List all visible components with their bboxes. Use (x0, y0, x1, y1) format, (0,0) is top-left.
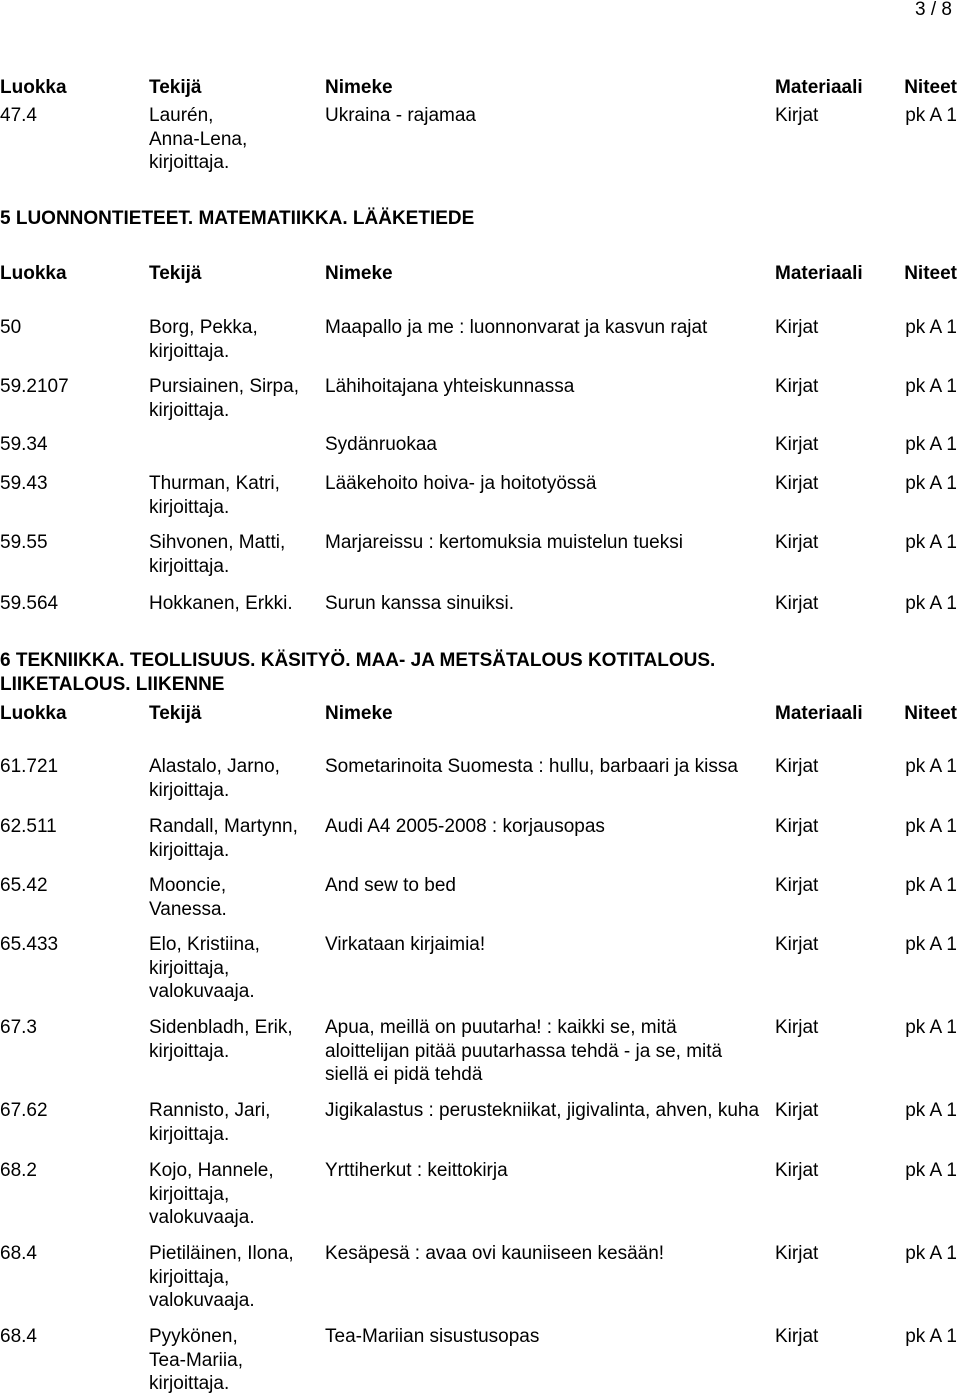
cell-nimeke: Lähihoitajana yhteiskunnassa (325, 376, 575, 397)
cell-materiaali: Kirjat (775, 1017, 819, 1038)
cell-luokka: 62.511 (0, 816, 57, 837)
cell-niteet: pk A 1 (905, 816, 957, 837)
cell-tekija: Pyykönen, Tea-Mariia, kirjoittaja. (149, 1326, 243, 1394)
cell-nimeke: Lääkehoito hoiva- ja hoitotyössä (325, 473, 597, 494)
header-luokka: Luokka (0, 263, 67, 284)
section-heading (0, 649, 960, 696)
cell-luokka: 50 (0, 317, 22, 338)
cell-niteet: pk A 1 (905, 875, 957, 896)
cell-nimeke: Maapallo ja me : luonnonvarat ja kasvun rajat (325, 317, 708, 338)
header-materiaali: Materiaali (775, 703, 863, 724)
cell-tekija: Pursiainen, Sirpa, kirjoittaja. (149, 376, 299, 421)
cell-luokka: 59.564 (0, 593, 59, 614)
section-title-cont: LIIKETALOUS. LIIKENNE (0, 673, 225, 695)
header-nimeke: Nimeke (325, 703, 393, 724)
cell-materiaali: Kirjat (775, 593, 819, 614)
header-niteet: Niteet (904, 77, 957, 98)
cell-tekija: Alastalo, Jarno, kirjoittaja. (149, 756, 280, 801)
cell-materiaali: Kirjat (775, 1243, 819, 1264)
cell-niteet: pk A 1 (905, 105, 957, 126)
cell-nimeke: Virkataan kirjaimia! (325, 934, 486, 955)
cell-niteet: pk A 1 (905, 317, 957, 338)
cell-luokka: 47.4 (0, 105, 37, 126)
cell-nimeke: Ukraina - rajamaa (325, 105, 476, 126)
header-luokka: Luokka (0, 77, 67, 98)
header-nimeke: Nimeke (325, 77, 393, 98)
section-title: 5 LUONNONTIETEET. MATEMATIIKKA. LÄÄKETIEDE (0, 208, 475, 229)
cell-luokka: 59.43 (0, 473, 48, 494)
cell-niteet: pk A 1 (905, 532, 957, 553)
cell-niteet: pk A 1 (905, 593, 957, 614)
cell-materiaali: Kirjat (775, 1160, 819, 1181)
header-tekija: Tekijä (149, 263, 202, 284)
cell-nimeke: Apua, meillä on puutarha! : kaikki se, mitä aloittelijan pitää puutarhassa tehdä - ja se, mitä siellä ei pidä tehdä (325, 1017, 723, 1085)
cell-luokka: 65.42 (0, 875, 48, 896)
cell-nimeke: Sometarinoita Suomesta : hullu, barbaari ja kissa (325, 756, 738, 777)
cell-niteet: pk A 1 (905, 1017, 957, 1038)
cell-materiaali: Kirjat (775, 1326, 819, 1347)
cell-materiaali: Kirjat (775, 934, 819, 955)
cell-luokka: 59.34 (0, 434, 48, 455)
cell-tekija: Sidenbladh, Erik, kirjoittaja. (149, 1017, 293, 1062)
cell-tekija: Borg, Pekka, kirjoittaja. (149, 317, 258, 362)
cell-nimeke: Tea-Mariian sisustusopas (325, 1326, 540, 1347)
cell-tekija: Sihvonen, Matti, kirjoittaja. (149, 532, 286, 577)
cell-nimeke: Sydänruokaa (325, 434, 437, 455)
cell-luokka: 59.2107 (0, 376, 69, 397)
cell-nimeke: Surun kanssa sinuiksi. (325, 593, 515, 614)
cell-materiaali: Kirjat (775, 434, 819, 455)
cell-tekija: Hokkanen, Erkki. (149, 593, 293, 614)
cell-niteet: pk A 1 (905, 1100, 957, 1121)
header-niteet: Niteet (904, 263, 957, 284)
cell-niteet: pk A 1 (905, 1243, 957, 1264)
header-tekija: Tekijä (149, 703, 202, 724)
cell-tekija: Mooncie, Vanessa. (149, 875, 227, 920)
cell-luokka: 67.62 (0, 1100, 48, 1121)
cell-nimeke: Yrttiherkut : keittokirja (325, 1160, 508, 1181)
header-nimeke: Nimeke (325, 263, 393, 284)
header-luokka: Luokka (0, 703, 67, 724)
cell-nimeke: Kesäpesä : avaa ovi kauniiseen kesään! (325, 1243, 665, 1264)
cell-materiaali: Kirjat (775, 1100, 819, 1121)
cell-materiaali: Kirjat (775, 473, 819, 494)
header-tekija: Tekijä (149, 77, 202, 98)
cell-tekija: Pietiläinen, Ilona, kirjoittaja, valokuvaaja. (149, 1243, 294, 1311)
section-heading (0, 207, 960, 231)
cell-niteet: pk A 1 (905, 376, 957, 397)
cell-luokka: 59.55 (0, 532, 48, 553)
cell-tekija: Thurman, Katri, kirjoittaja. (149, 473, 280, 518)
cell-niteet: pk A 1 (905, 756, 957, 777)
cell-niteet: pk A 1 (905, 1160, 957, 1181)
cell-materiaali: Kirjat (775, 532, 819, 553)
cell-luokka: 65.433 (0, 934, 59, 955)
cell-tekija: Laurén, Anna-Lena, kirjoittaja. (149, 105, 248, 173)
header-materiaali: Materiaali (775, 77, 863, 98)
cell-niteet: pk A 1 (905, 934, 957, 955)
cell-materiaali: Kirjat (775, 756, 819, 777)
cell-tekija: Rannisto, Jari, kirjoittaja. (149, 1100, 271, 1145)
section-title: 6 TEKNIIKKA. TEOLLISUUS. KÄSITYÖ. MAA- JA METSÄTALOUS KOTITALOUS. (0, 650, 716, 671)
cell-luokka: 67.3 (0, 1017, 37, 1038)
cell-materiaali: Kirjat (775, 816, 819, 837)
cell-niteet: pk A 1 (905, 1326, 957, 1347)
cell-materiaali: Kirjat (775, 105, 819, 126)
cell-tekija: Elo, Kristiina, kirjoittaja, valokuvaaja. (149, 934, 260, 1002)
page-number: 3 / 8 (915, 0, 952, 20)
cell-luokka: 68.4 (0, 1326, 37, 1347)
cell-luokka: 68.2 (0, 1160, 37, 1181)
cell-materiaali: Kirjat (775, 875, 819, 896)
header-niteet: Niteet (904, 703, 957, 724)
cell-nimeke: Audi A4 2005-2008 : korjausopas (325, 816, 605, 837)
cell-tekija: Randall, Martynn, kirjoittaja. (149, 816, 298, 861)
cell-luokka: 61.721 (0, 756, 59, 777)
cell-nimeke: And sew to bed (325, 875, 456, 896)
cell-niteet: pk A 1 (905, 434, 957, 455)
cell-nimeke: Jigikalastus : perustekniikat, jigivalinta, ahven, kuha (325, 1100, 760, 1121)
cell-tekija: Kojo, Hannele, kirjoittaja, valokuvaaja. (149, 1160, 274, 1228)
cell-materiaali: Kirjat (775, 317, 819, 338)
cell-luokka: 68.4 (0, 1243, 37, 1264)
cell-niteet: pk A 1 (905, 473, 957, 494)
cell-materiaali: Kirjat (775, 376, 819, 397)
cell-nimeke: Marjareissu : kertomuksia muistelun tueksi (325, 532, 683, 553)
header-materiaali: Materiaali (775, 263, 863, 284)
